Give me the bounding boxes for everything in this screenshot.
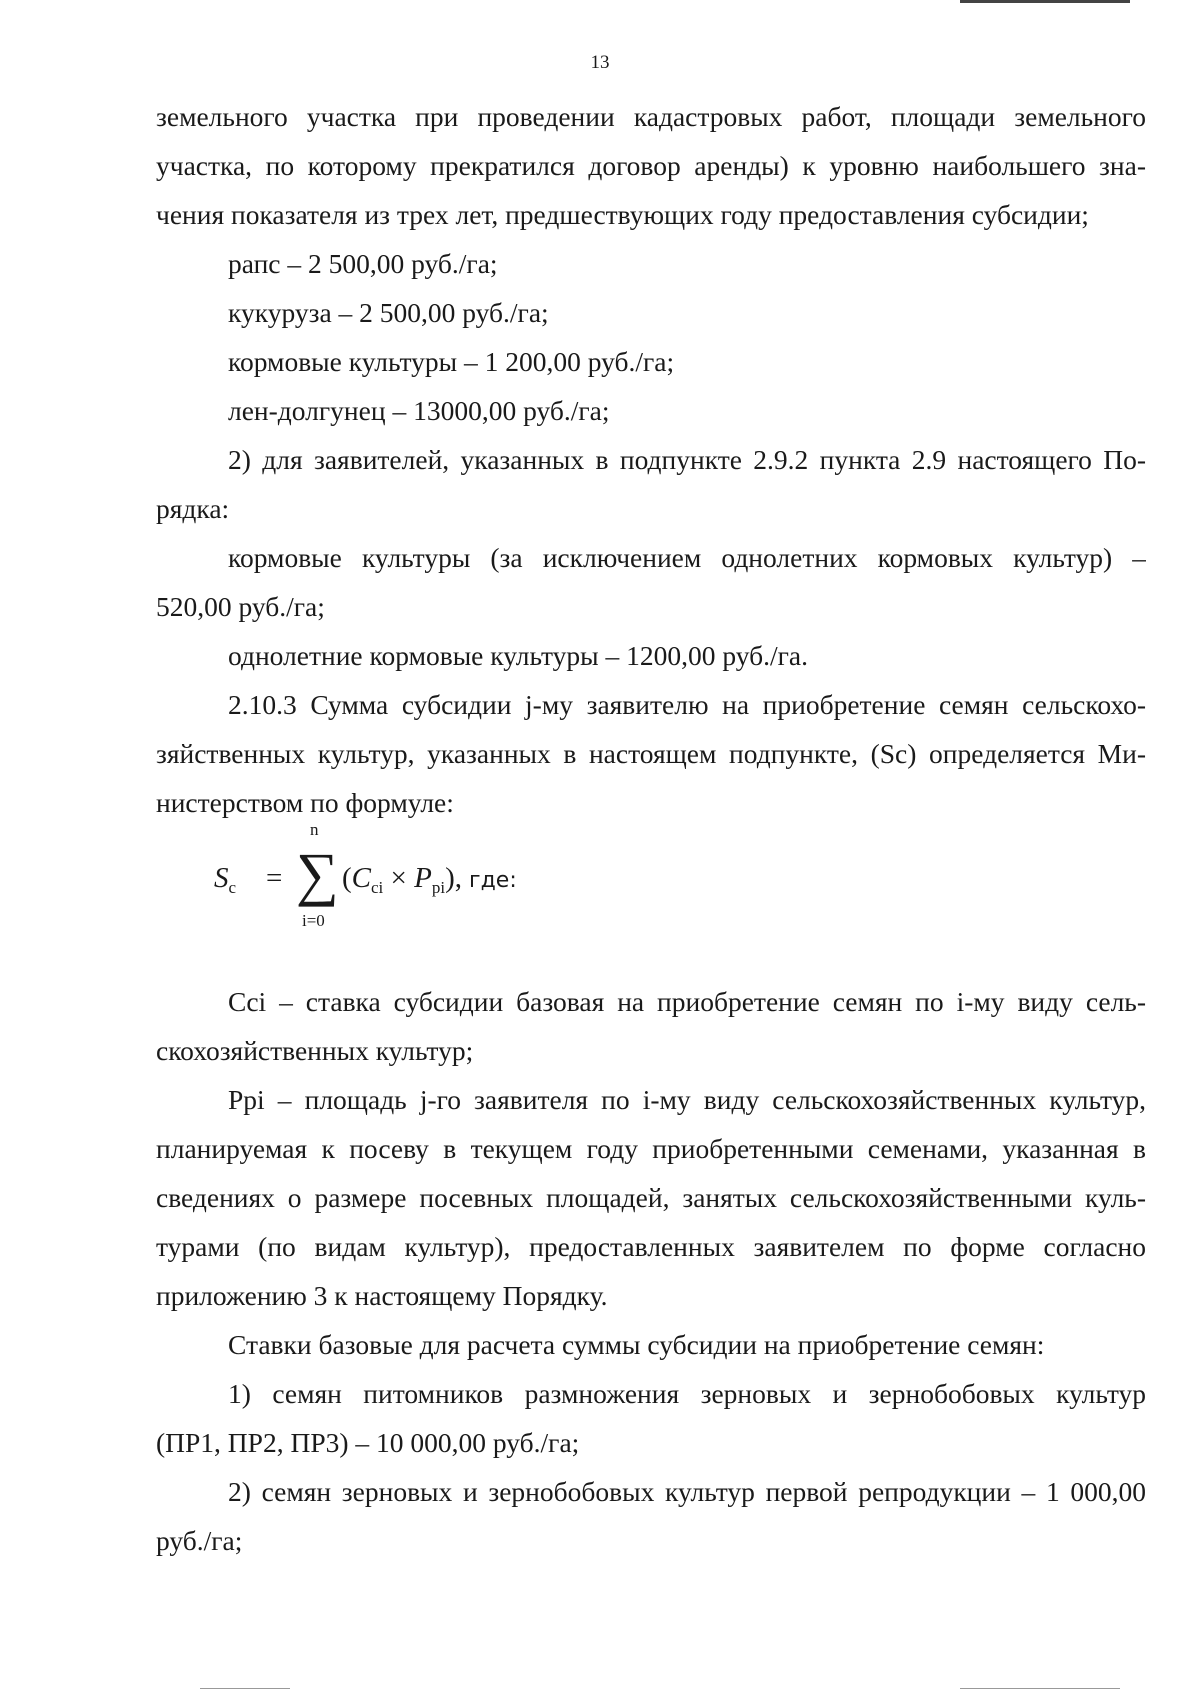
text-block-bottom: [156, 977, 1146, 1565]
paragraph-line: турами (по видам культур), предоставленных заявителем по форме согласно: [156, 1231, 1146, 1262]
paragraph-line: кормовые культуры (за исключением однолетних кормовых культур) –: [228, 542, 1146, 573]
paragraph-line: земельного участка при проведении кадастровых работ, площади земельного: [156, 101, 1146, 132]
paragraph-line: руб./га;: [156, 1525, 243, 1556]
sum-symbol: ∑: [296, 841, 339, 907]
rate-forage: кормовые культуры – 1 200,00 руб./га;: [228, 346, 675, 377]
formula-lhs: $S_c$: [214, 862, 237, 897]
paragraph-line: планируемая к посеву в текущем году приобретенными семенами, указанная в: [156, 1133, 1146, 1164]
paragraph-line: участка, по которому прекратился договор аренды) к уровню наибольшего зна-: [156, 150, 1146, 181]
paragraph-line: рядка:: [156, 493, 230, 524]
sum-upper-limit: n: [310, 820, 319, 839]
paragraph-line: чения показателя из трех лет, предшествующих году предоставления субсидии;: [156, 199, 1089, 230]
rate-rapeseed: рапс – 2 500,00 руб./га;: [228, 248, 498, 279]
paragraph-line: (ПР1, ПР2, ПР3) – 10 000,00 руб./га;: [156, 1427, 580, 1458]
paragraph-line: 2.10.3 Сумма субсидии j-му заявителю на приобретение семян сельскохо-: [228, 689, 1146, 720]
paragraph-line: зяйственных культур, указанных в настоящем подпункте, (Sc) определяется Ми-: [156, 738, 1146, 769]
subsidy-formula: [214, 820, 614, 930]
formula-equals: =: [266, 862, 283, 894]
text-block-top: [156, 92, 1146, 827]
rate-item-1: 1) семян питомников размножения зерновых и зернобобовых культур: [228, 1378, 1146, 1409]
paragraph-line: сведениях о размере посевных площадей, занятых сельскохозяйственными куль-: [156, 1182, 1146, 1213]
formula-body: $(C_{ci} \times P_{pi})$, где:: [342, 862, 517, 897]
paragraph-line: приложению 3 к настоящему Порядку.: [156, 1280, 608, 1311]
rate-item-2: 2) семян зерновых и зернобобовых культур первой репродукции – 1 000,00: [228, 1476, 1146, 1507]
definition-ppi: Ppi – площадь j-го заявителя по i-му виду сельскохозяйственных культур,: [228, 1084, 1146, 1115]
scan-mark-top: [960, 0, 1130, 3]
rates-heading: Ставки базовые для расчета суммы субсидии на приобретение семян:: [228, 1329, 1045, 1360]
rate-annual-forage: однолетние кормовые культуры – 1200,00 руб./га.: [228, 640, 809, 671]
scan-mark-bottom-right: [960, 1688, 1120, 1689]
page-number: 13: [590, 52, 610, 73]
definition-cci: Cci – ставка субсидии базовая на приобретение семян по i-му виду сель-: [228, 986, 1146, 1017]
paragraph-line: скохозяйственных культур;: [156, 1035, 474, 1066]
paragraph-line: 2) для заявителей, указанных в подпункте 2.9.2 пункта 2.9 настоящего По-: [228, 444, 1146, 475]
paragraph-line: 520,00 руб./га;: [156, 591, 325, 622]
sum-lower-limit: i=0: [302, 911, 325, 930]
paragraph-line: нистерством по формуле:: [156, 787, 454, 818]
rate-corn: кукуруза – 2 500,00 руб./га;: [228, 297, 549, 328]
rate-flax: лен-долгунец – 13000,00 руб./га;: [228, 395, 610, 426]
scan-mark-bottom-left: [200, 1688, 290, 1689]
